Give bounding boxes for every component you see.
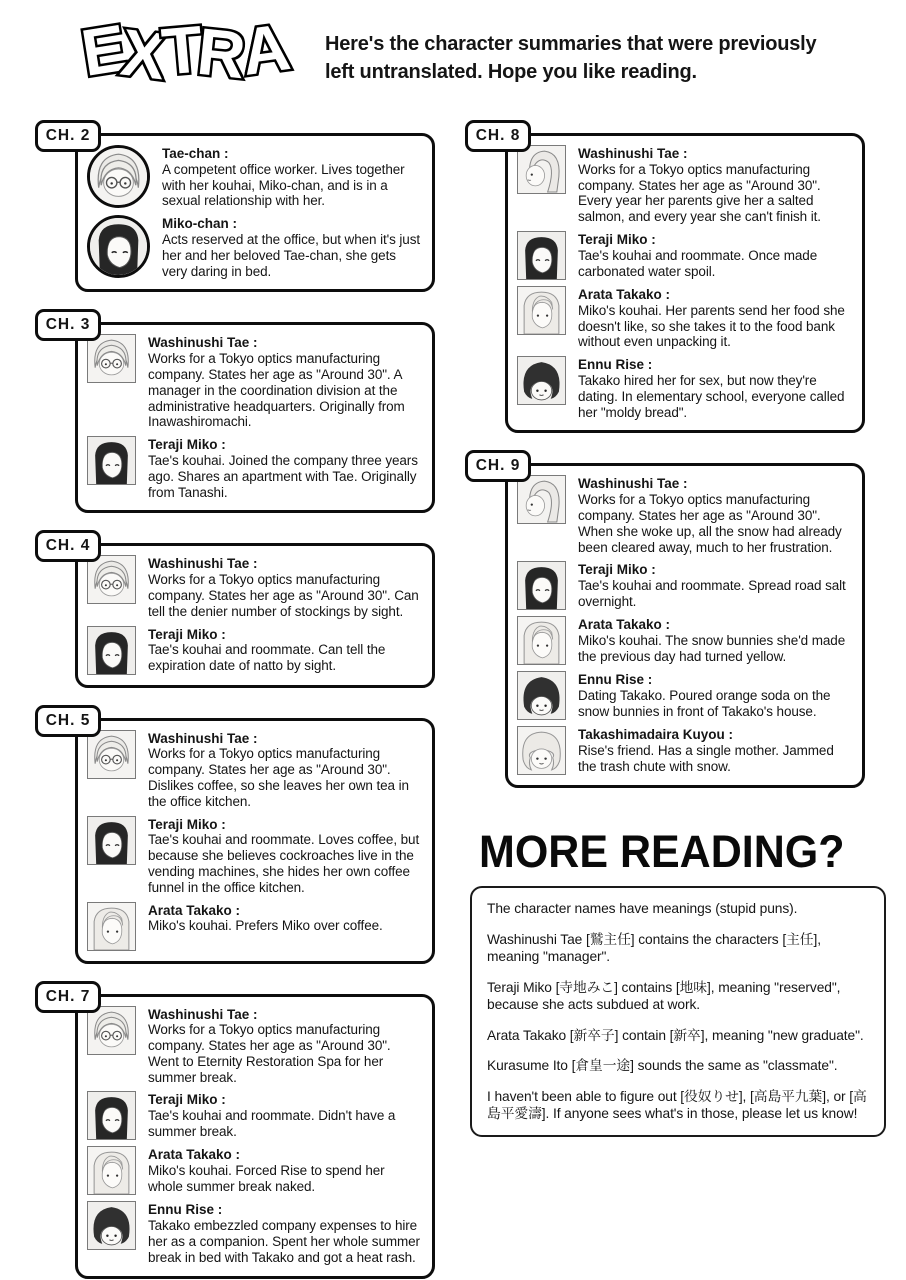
extra-logo xyxy=(76,4,322,96)
character-entries xyxy=(87,334,420,500)
character-description: Miko's kouhai. Forced Rise to spend her whole summer break naked. xyxy=(148,1163,385,1195)
character-description: Tae's kouhai and roommate. Once made carbonated water spoil. xyxy=(578,247,818,279)
chapter-badge-ch9: CH. 9 xyxy=(465,450,531,482)
character-name: Arata Takako : xyxy=(578,286,671,302)
character-description: Takako hired her for sex, but now they're dating. In elementary school, everyone called her "moldy bread". xyxy=(578,372,845,420)
character-name: Teraji Miko : xyxy=(148,626,226,642)
character-description: Tae's kouhai and roommate. Spread road salt overnight. xyxy=(578,578,846,609)
chapter-card-ch7 xyxy=(35,981,435,1279)
chapter-badge-ch4: CH. 4 xyxy=(35,530,101,562)
chapter-card-ch9 xyxy=(465,450,889,788)
character-name: Washinushi Tae : xyxy=(578,476,688,492)
intro-text xyxy=(325,30,885,86)
character-text xyxy=(148,1201,420,1265)
character-description: Tae's kouhai and roommate. Loves coffee, but because she believes cockroaches live in the vending machines, she hides her own coffee funnel in the office kitchen. xyxy=(148,832,420,895)
character-description: Acts reserved at the office, but when it's just her and her beloved Tae-chan, she gets very daring in bed. xyxy=(162,231,421,279)
character-name: Washinushi Tae : xyxy=(148,730,258,746)
character-description: Works for a Tokyo optics manufacturing company. States her age as "Around 30". Dislikes coffee, so she leaves her own tea in the office kitchen. xyxy=(148,746,409,809)
character-text xyxy=(148,1006,420,1086)
character-description: Miko's kouhai. Prefers Miko over coffee. xyxy=(148,918,383,934)
character-text xyxy=(578,475,850,555)
tae-portrait xyxy=(87,555,136,604)
character-text xyxy=(148,1091,420,1140)
chapter-badge-ch5: CH. 5 xyxy=(35,705,101,737)
more-reading-paragraph: The character names have meanings (stupid puns). xyxy=(487,901,798,917)
chapter-badge-ch3: CH. 3 xyxy=(35,309,101,341)
character-name: Arata Takako : xyxy=(578,617,671,633)
takako-portrait xyxy=(87,1146,136,1195)
character-name: Ennu Rise : xyxy=(578,357,653,373)
character-description: Rise's friend. Has a single mother. Jammed the trash chute with snow. xyxy=(578,743,834,774)
character-description: A competent office worker. Lives together with her kouhai, Miko-chan, and is in a sexual relationship with her. xyxy=(162,161,405,209)
character-name: Ennu Rise : xyxy=(148,1202,223,1218)
character-name: Washinushi Tae : xyxy=(148,556,258,572)
left-column xyxy=(35,120,435,1280)
chapter-badge-ch2: CH. 2 xyxy=(35,120,101,152)
miko-portrait xyxy=(87,1091,136,1140)
character-name: Miko-chan : xyxy=(162,216,238,232)
character-text xyxy=(578,616,850,665)
miko-portrait xyxy=(87,626,136,675)
character-description: Works for a Tokyo optics manufacturing company. States her age as "Around 30". Can tell the denier number of stockings by sight. xyxy=(148,572,419,619)
character-description: Works for a Tokyo optics manufacturing company. States her age as "Around 30". A manager in the coordination division at the administrative headquarters. Originally from Inawashiromachi. xyxy=(148,351,405,430)
character-name: Arata Takako : xyxy=(148,1147,241,1163)
miko-portrait xyxy=(517,561,566,610)
character-entries xyxy=(87,555,420,674)
character-name: Ennu Rise : xyxy=(578,672,653,688)
takako-portrait xyxy=(517,616,566,665)
character-name: Teraji Miko : xyxy=(578,562,656,578)
more-reading-box xyxy=(470,886,886,1137)
kuyou-portrait xyxy=(517,726,566,775)
more-reading-paragraph: Teraji Miko [寺地みこ] contains [地味], meaning "reserved", because she acts subdued at work. xyxy=(487,979,841,1013)
takako-portrait xyxy=(517,286,566,335)
character-description: Miko's kouhai. Her parents send her food she doesn't like, so she takes it to the food bank without even unpacking it. xyxy=(578,302,845,350)
character-name: Takashimadaira Kuyou : xyxy=(578,727,734,743)
chapter-badge-ch7: CH. 7 xyxy=(35,981,101,1013)
character-text xyxy=(148,730,420,810)
character-name: Arata Takako : xyxy=(148,902,241,918)
character-description: Miko's kouhai. The snow bunnies she'd made the previous day had turned yellow. xyxy=(578,633,846,664)
character-entries xyxy=(87,730,420,951)
character-entries xyxy=(517,475,850,775)
character-description: Tae's kouhai. Joined the company three years ago. Shares an apartment with Tae. Originally from Tanashi. xyxy=(148,452,418,500)
rise-portrait xyxy=(517,671,566,720)
character-entries xyxy=(517,145,850,420)
chapter-badge-ch8: CH. 8 xyxy=(465,120,531,152)
character-entry xyxy=(517,726,850,775)
character-name: Washinushi Tae : xyxy=(578,146,688,161)
character-entry xyxy=(87,902,420,951)
character-name: Teraji Miko : xyxy=(148,816,226,832)
tae-portrait xyxy=(87,334,136,383)
character-description: Works for a Tokyo optics manufacturing company. States her age as "Around 30". Every year her parents give her a salted salmon, and every year she can't finish it. xyxy=(578,161,821,225)
character-entry xyxy=(87,145,420,209)
character-description: Tae's kouhai and roommate. Can tell the expiration date of natto by sight. xyxy=(148,642,386,674)
chapter-box xyxy=(505,463,865,788)
chapter-box xyxy=(75,994,435,1279)
character-entries xyxy=(87,1006,420,1266)
chapter-box xyxy=(505,133,865,433)
character-entry xyxy=(87,1146,420,1195)
character-text xyxy=(148,1146,420,1195)
extra-logo-letter: R xyxy=(194,13,250,93)
rise-portrait xyxy=(517,356,566,405)
character-text xyxy=(162,215,420,279)
tae-portrait xyxy=(87,1006,136,1055)
chapter-card-ch4 xyxy=(35,530,435,687)
character-entry xyxy=(87,436,420,500)
more-reading-paragraph: Kurasume Ito [倉皇一途] sounds the same as "classmate". xyxy=(487,1058,838,1074)
tae-portrait xyxy=(87,730,136,779)
chapter-box xyxy=(75,133,435,292)
more-reading-paragraph: Arata Takako [新卒子] contain [新卒], meaning "new graduate". xyxy=(487,1027,864,1043)
character-entry xyxy=(517,356,850,420)
character-entry xyxy=(517,671,850,720)
character-text xyxy=(162,145,420,209)
miko-portrait xyxy=(87,436,136,485)
chapter-box xyxy=(75,718,435,964)
character-text xyxy=(578,231,850,280)
character-entry xyxy=(517,475,850,555)
character-description: Works for a Tokyo optics manufacturing company. States her age as "Around 30". When she woke up, all the snow had already been cleared away, much to her frustration. xyxy=(578,492,842,555)
miko-portrait xyxy=(87,215,150,278)
miko-portrait xyxy=(517,231,566,280)
chapter-card-ch5 xyxy=(35,705,435,964)
rise-portrait xyxy=(87,1201,136,1250)
character-text xyxy=(148,334,420,430)
right-column xyxy=(465,120,889,1137)
character-entry xyxy=(87,555,420,619)
character-description: Works for a Tokyo optics manufacturing company. States her age as "Around 30". Went to Eternity Restoration Spa for her summer break. xyxy=(148,1022,391,1085)
tae-profile-portrait xyxy=(517,145,566,194)
character-name: Washinushi Tae : xyxy=(148,1006,258,1022)
character-entry xyxy=(87,1091,420,1140)
character-description: Dating Takako. Poured orange soda on the snow bunnies in front of Takako's house. xyxy=(578,688,831,719)
character-text xyxy=(148,555,420,619)
character-entry xyxy=(87,1201,420,1265)
chapter-box xyxy=(75,543,435,687)
intro-line-1: Here's the character summaries that were previously xyxy=(325,33,817,55)
extra-logo-letter: T xyxy=(158,11,206,89)
chapter-card-ch8 xyxy=(465,120,889,433)
intro-line-2: left untranslated. Hope you like reading. xyxy=(325,61,697,83)
more-reading-paragraph: I haven't been able to figure out [役奴りせ], [高島平九葉], or [高島平愛濤]. If anyone sees what's in those, please let us know! xyxy=(487,1088,867,1122)
character-entry xyxy=(87,334,420,430)
character-text xyxy=(148,626,420,675)
character-text xyxy=(148,436,420,500)
character-description: Tae's kouhai and roommate. Didn't have a summer break. xyxy=(148,1108,396,1140)
chapter-card-ch2 xyxy=(35,120,435,292)
tae-portrait xyxy=(87,145,150,208)
more-reading-paragraph: Washinushi Tae [鷲主任] contains the characters [主任], meaning "manager". xyxy=(487,931,821,965)
character-entry xyxy=(87,215,420,279)
character-entry xyxy=(517,616,850,665)
character-entry xyxy=(87,1006,420,1086)
character-text xyxy=(578,286,850,350)
extra-logo-letter: E xyxy=(76,10,132,90)
character-name: Teraji Miko : xyxy=(578,231,656,247)
character-name: Tae-chan : xyxy=(162,146,229,161)
character-entry xyxy=(517,145,850,225)
character-text xyxy=(148,816,420,896)
character-entry xyxy=(517,561,850,610)
character-name: Teraji Miko : xyxy=(148,437,226,453)
character-entry xyxy=(87,816,420,896)
character-entry xyxy=(517,286,850,350)
character-text xyxy=(148,902,420,951)
takako-portrait xyxy=(87,902,136,951)
more-reading-title: MORE READING? xyxy=(479,827,845,878)
tae-profile-portrait xyxy=(517,475,566,524)
character-text xyxy=(578,726,850,775)
character-name: Washinushi Tae : xyxy=(148,335,258,351)
right-column-chapters xyxy=(465,120,889,788)
character-entry xyxy=(87,626,420,675)
character-text xyxy=(578,356,850,420)
character-entry xyxy=(517,231,850,280)
miko-portrait xyxy=(87,816,136,865)
character-entry xyxy=(87,730,420,810)
extra-logo-letter: A xyxy=(237,9,295,89)
character-name: Teraji Miko : xyxy=(148,1092,226,1108)
chapter-box xyxy=(75,322,435,513)
chapter-card-ch3 xyxy=(35,309,435,513)
character-text xyxy=(578,561,850,610)
character-entries xyxy=(87,145,420,279)
character-description: Takako embezzled company expenses to hire her as a companion. Spent her whole summer break in bed with Takako and got a heat rash. xyxy=(148,1218,420,1265)
character-text xyxy=(578,145,850,225)
extra-logo-letter: X xyxy=(117,14,170,94)
character-text xyxy=(578,671,850,720)
